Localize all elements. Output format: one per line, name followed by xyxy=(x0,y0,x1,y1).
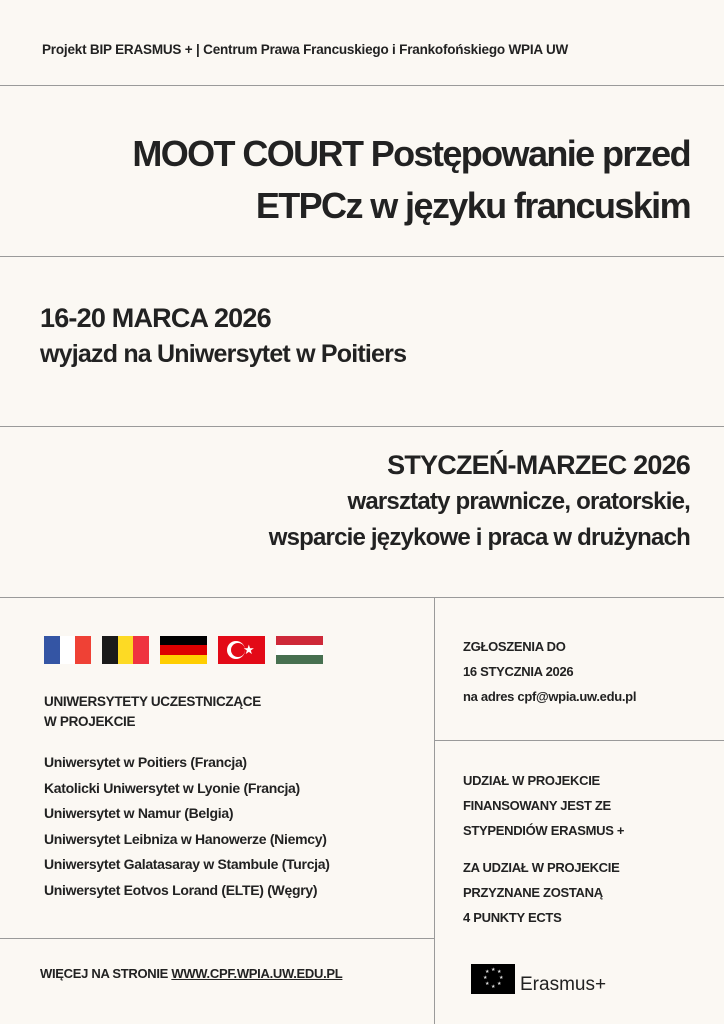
workshops-date: STYCZEŃ-MARZEC 2026 xyxy=(387,450,690,480)
ects-line-2: PRZYZNANE ZOSTANĄ xyxy=(463,885,603,900)
universities-heading xyxy=(44,692,261,732)
more-info-prefix: WIĘCEJ NA STRONIE xyxy=(40,966,172,981)
trip-block xyxy=(40,300,406,372)
ects-line-3: 4 PUNKTY ECTS xyxy=(463,910,562,925)
divider xyxy=(434,740,724,741)
divider xyxy=(0,426,724,427)
universities-list xyxy=(44,750,330,903)
website-link[interactable]: WWW.CPF.WPIA.UW.EDU.PL xyxy=(171,966,343,981)
divider xyxy=(0,938,434,939)
list-item: Uniwersytet Leibniza w Hanowerze (Niemcy) xyxy=(44,830,327,847)
ects-line-1: ZA UDZIAŁ W PROJEKCIE xyxy=(463,860,620,875)
funding-line-2: FINANSOWANY JEST ZE xyxy=(463,798,611,813)
list-item: Uniwersytet w Poitiers (Francja) xyxy=(44,754,247,770)
list-item: Uniwersytet w Namur (Belgia) xyxy=(44,805,234,821)
eu-flag-icon: ★ ★ ★ ★ ★ ★ ★ ★ xyxy=(471,964,515,994)
more-info xyxy=(40,966,342,981)
funding-block xyxy=(463,768,624,930)
hungary-flag-icon xyxy=(276,636,323,664)
france-flag-icon xyxy=(44,636,91,664)
funding-line-3: STYPENDIÓW ERASMUS + xyxy=(463,823,625,838)
erasmus-logo-text: Erasmus+ xyxy=(520,974,607,995)
workshops-line-1: warsztaty prawnicze, oratorskie, xyxy=(347,488,690,515)
divider xyxy=(0,85,724,86)
flags-row xyxy=(44,636,323,664)
application-deadline: 16 STYCZNIA 2026 xyxy=(463,664,574,679)
trip-description: wyjazd na Uniwersytet w Poitiers xyxy=(40,340,407,368)
funding-line-1: UDZIAŁ W PROJEKCIE xyxy=(463,773,600,788)
workshops-line-2: wsparcie językowe i praca w drużynach xyxy=(268,524,690,551)
application-block xyxy=(463,634,636,709)
germany-flag-icon xyxy=(160,636,207,664)
erasmus-logo xyxy=(471,962,606,996)
divider xyxy=(434,597,435,1024)
application-email: na adres cpf@wpia.uw.edu.pl xyxy=(463,689,637,704)
list-item: Uniwersytet Galatasaray w Stambule (Turcja) xyxy=(44,856,330,872)
workshops-block xyxy=(10,446,690,556)
project-header: Projekt BIP ERASMUS + | Centrum Prawa Francuskiego i Frankofońskiego WPIA UW xyxy=(42,42,569,57)
universities-heading-line-1: UNIWERSYTETY UCZESTNICZĄCE xyxy=(44,694,261,709)
divider xyxy=(0,256,724,257)
title-line-1: MOOT COURT Postępowanie przed xyxy=(132,133,690,174)
list-item: Uniwersytet Eotvos Lorand (ELTE) (Węgry) xyxy=(44,881,318,898)
trip-date: 16-20 MARCA 2026 xyxy=(40,303,271,333)
page-title xyxy=(10,128,690,232)
list-item: Katolicki Uniwersytet w Lyonie (Francja) xyxy=(44,779,300,796)
turkey-flag-icon: ★ xyxy=(218,636,265,664)
universities-heading-line-2: W PROJEKCIE xyxy=(44,714,136,729)
divider xyxy=(0,597,724,598)
belgium-flag-icon xyxy=(102,636,149,664)
title-line-2: ETPCz w języku francuskim xyxy=(255,185,690,226)
application-line-1: ZGŁOSZENIA DO xyxy=(463,639,566,654)
